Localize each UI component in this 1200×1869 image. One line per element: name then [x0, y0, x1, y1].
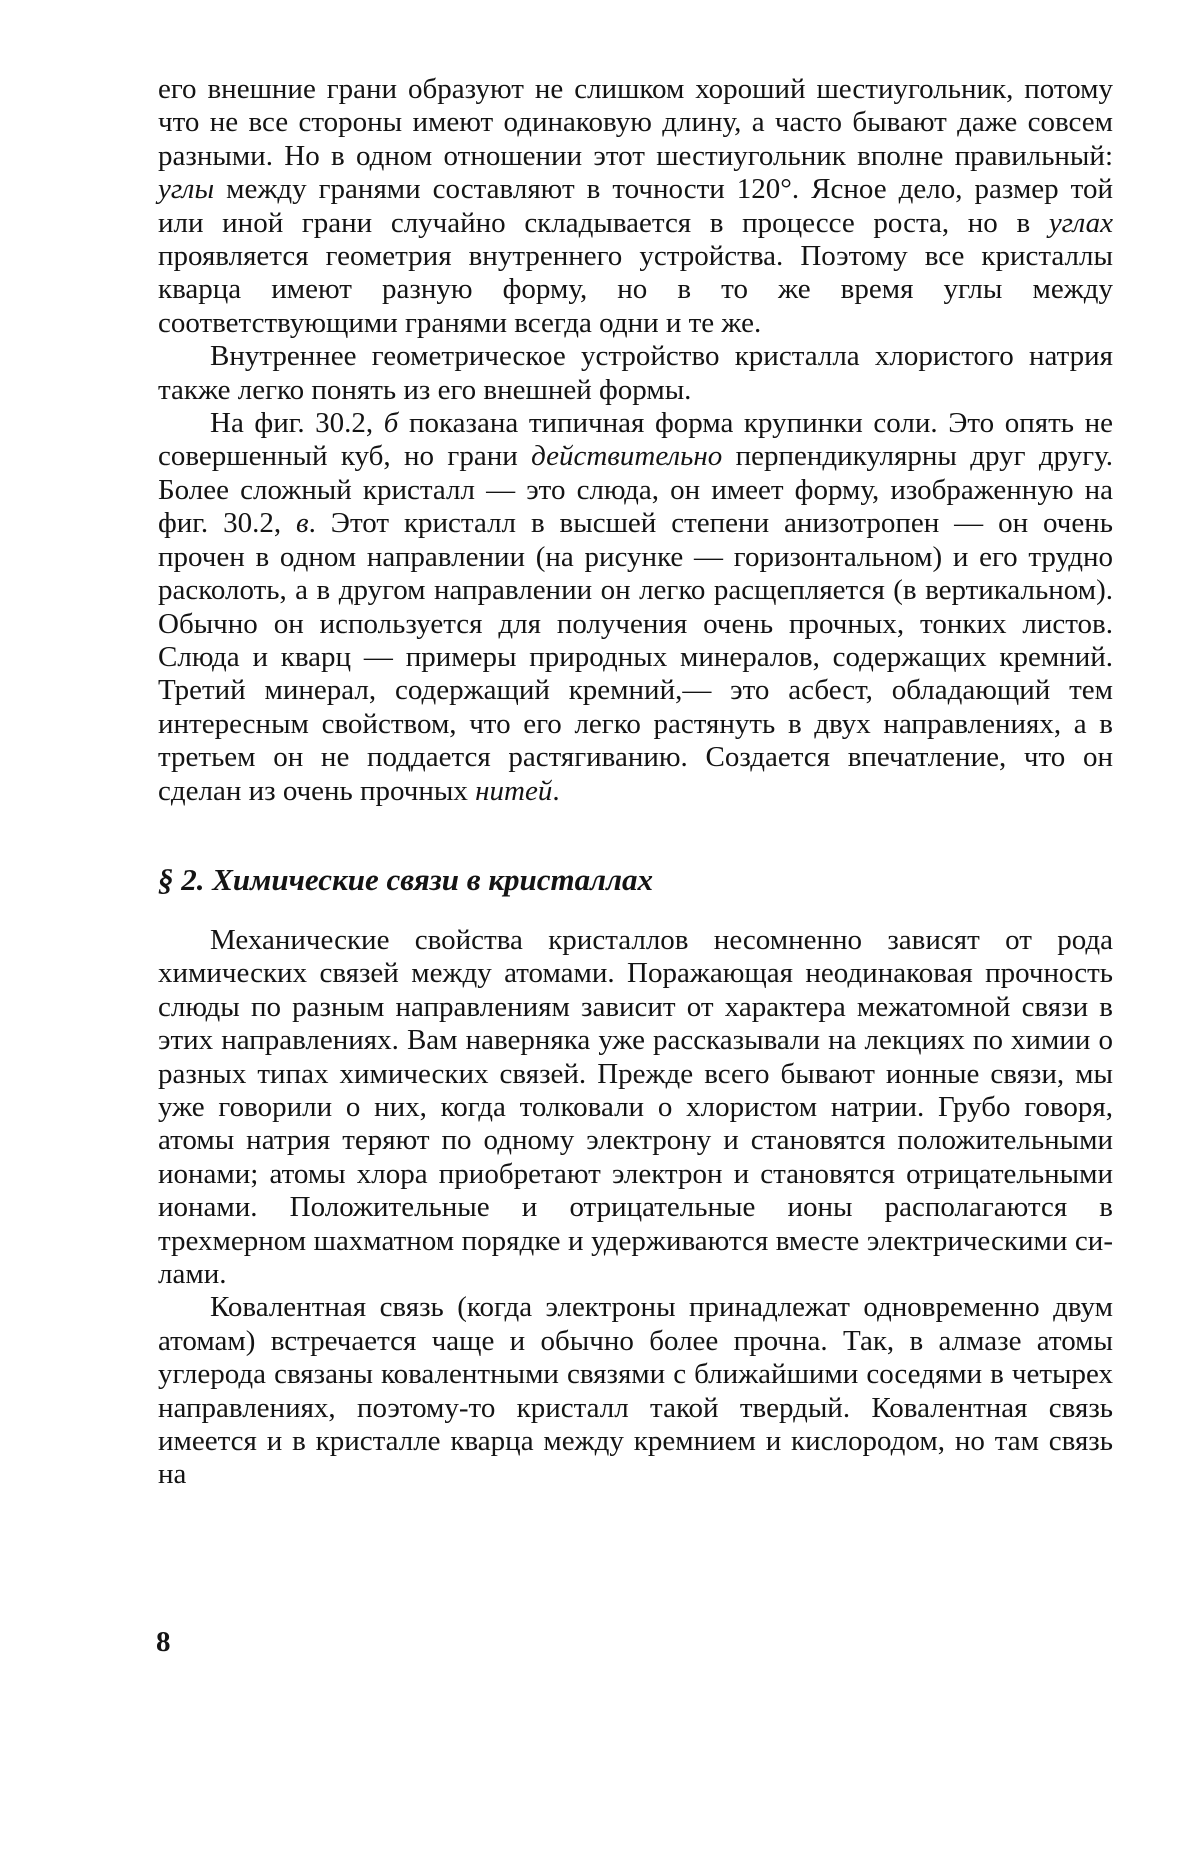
italic-text: в — [296, 507, 309, 540]
text-run: его внешние грани образуют не слишком хороший шестиугольник, потому что не все стороны имеют одинаковую длину, а часто бывают даже совсем разными. Но в одном отношении этот шестиугольник вполне правильный: — [158, 73, 1113, 172]
paragraph-p2 — [158, 340, 1113, 407]
text-run: . — [552, 774, 560, 807]
text-run: На фиг. 30.2, — [210, 407, 384, 440]
text-run: показана типичная форма крупинки соли. Это опять не совершенный куб, но грани — [158, 407, 1113, 473]
text-run: . Этот кристалл в высшей степени анизотропен — он очень прочен в одном направлении (на рисунке — горизонтальном) и его трудно расколоть, а в другом направлении он легко расщепляется (в вертикальном). Обычно он используется для получения очень прочных, тонких листов. Слюда и кварц — примеры природных минералов, содержащих кремний. Третий минерал, содержащий кремний,— это асбест, обладающий тем интересным свойством, что его легко растянуть в двух направлениях, а в третьем он не поддается растягиванию. Создается впечатление, что он сделан из очень прочных — [158, 507, 1113, 807]
text-run: Ковалентная связь (когда электроны принадлежат одновременно двум атомам) встречается чаще и обычно более прочна. Так, в алмазе атомы углерода связаны ковалентными связями с ближайшими соседями в четырех направлениях, поэтому-то кристалл такой твердый. Ковалентная связь имеется и в кристалле кварца между кремнием и кислородом, но там связь на — [158, 1291, 1113, 1491]
italic-text: углы — [158, 173, 215, 206]
text-run: перпендикулярны друг другу. Более сложный кристалл — это слюда, он имеет форму, изображенную на фиг. 30.2, — [158, 440, 1113, 540]
text-run: Механические свойства кристаллов несомненно зависят от рода химических связей между атомами. Поражающая неодинаковая прочность слюды по разным направлениям зависит от характера межатомной связи в этих направлениях. Вам наверняка уже рассказывали на лекциях по химии о разных типах химических связей. Прежде всего бывают ионные связи, мы уже говорили о них, когда толковали о хлористом натрии. Грубо говоря, атомы натрия теряют по одному электрону и становятся положительными ионами; атомы хлора приобретают электрон и становятся отрицательными ионами. Положительные и отрицательные ионы располагаются в трехмерном шахматном порядке и удерживаются вместе электрическими силами. — [158, 923, 1113, 1290]
paragraph-p3 — [158, 407, 1113, 808]
paragraph-p5 — [158, 1291, 1113, 1491]
body-text — [158, 73, 1113, 1492]
paragraphs-top — [158, 73, 1113, 808]
text-run: проявляется геометрия внутреннего устройства. Поэтому все кристаллы кварца имеют разную форму, но в то же время углы между соответствующими гранями всегда одни и те же. — [158, 240, 1113, 339]
paragraph-p4 — [158, 924, 1113, 1291]
section-heading: § 2. Химические связи в кристаллах — [158, 861, 653, 897]
paragraphs-bottom — [158, 924, 1113, 1492]
page-number: 8 — [156, 1626, 171, 1658]
italic-text: углах — [1048, 206, 1113, 239]
italic-text: б — [383, 407, 399, 440]
italic-text: действительно — [531, 440, 723, 473]
italic-text: нитей — [475, 774, 553, 807]
paragraph-p1 — [158, 73, 1113, 340]
text-run: между гранями составляют в точности 120°. Ясное дело, размер той или иной грани случайно складывается в процессе роста, но в — [158, 173, 1113, 239]
text-run: Внутреннее геометрическое устройство кристалла хлористого натрия также легко понять из его внешней формы. — [158, 340, 1113, 406]
